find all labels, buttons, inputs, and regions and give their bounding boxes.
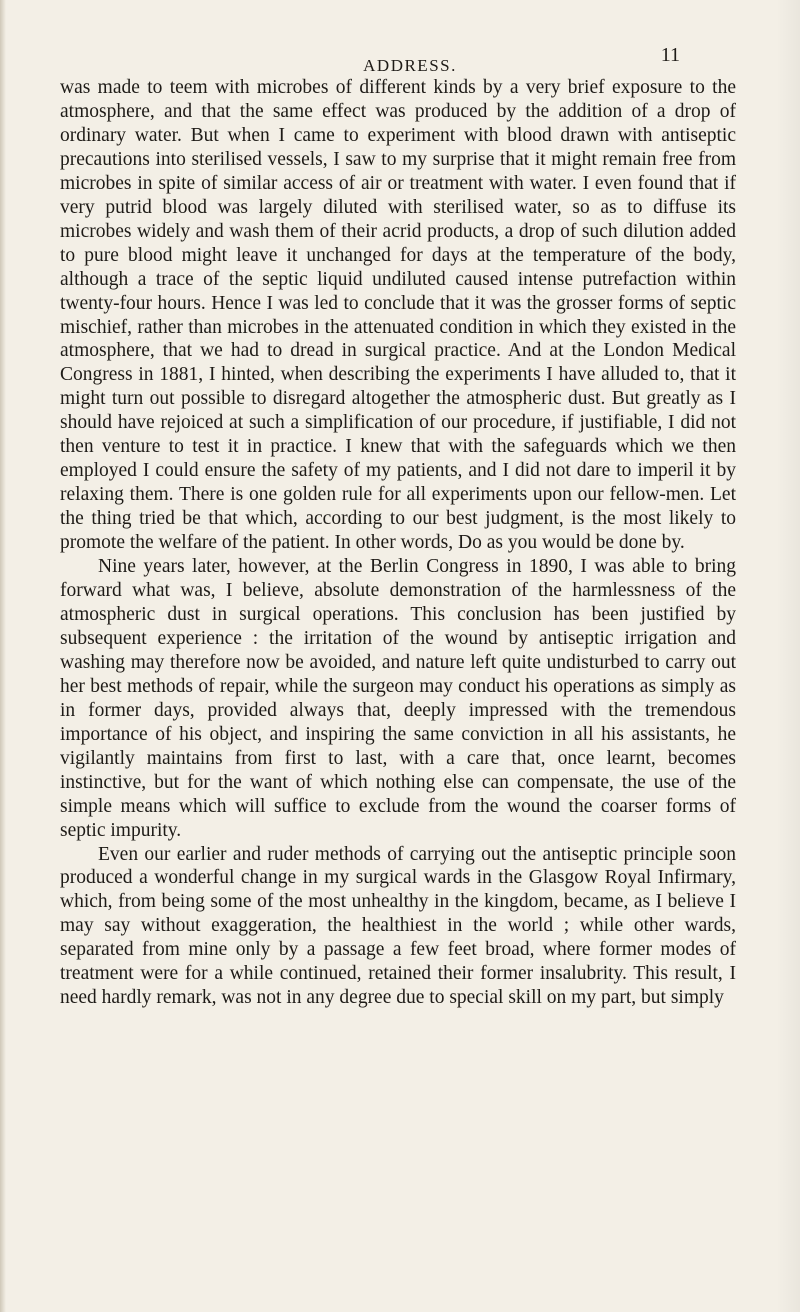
paragraph-3: Even our earlier and ruder methods of carrying out the antiseptic principle soon produced a wonderful change in my surgical wards in the Glasgow Royal Infirmary, which, from being some of the most unhealthy in the kingdom, became, as I believe I may say without exaggeration, the healthiest in the world ; while other wards, separated from mine only by a passage a few feet broad, where former modes of treatment were for a while continued, retained their former insalubrity. This result, I need hardly remark, was not in any degree due to special skill on my part, but simply [60,843,736,1009]
paragraph-1: was made to teem with microbes of different kinds by a very brief exposure to the atmosphere, and that the same effect was produced by the addition of a drop of ordinary water. But when I came to experiment with blood drawn with antiseptic precautions into sterilised vessels, I saw to my surprise that it might remain free from microbes in spite of similar access of air or treatment with water. I even found that if very putrid blood was largely diluted with sterilised water, so as to diffuse its microbes widely and wash them of their acrid products, a drop of such dilution added to pure blood might leave it unchanged for days at the temperature of the body, although a trace of the septic liquid undiluted caused intense putrefaction within twenty-four hours. Hence I was led to conclude that it was the grosser forms of septic mischief, rather than microbes in the attenuated condition in which they existed in the atmosphere, that we had to dread in surgical practice. And at the London Medical Congress in 1881, I hinted, when describing the experiments I have alluded to, that it might turn out possible to disregard altogether the atmospheric dust. But greatly as I should have rejoiced at such a simplification of our procedure, if justifiable, I did not then venture to test it in practice. I knew that with the safeguards which we then employed I could ensure the safety of my patients, and I did not dare to imperil it by relaxing them. There is one golden rule for all experiments upon our fellow-men. Let the thing tried be that which, according to our best judgment, is the most likely to promote the welfare of the patient. In other words, Do as you would be done by. [60,77,736,554]
page-gutter-edge [0,0,6,1312]
page-number: 11 [660,44,680,66]
page-edge-shadow [776,0,800,1312]
body-text [60,76,736,1010]
paragraph-2: Nine years later, however, at the Berlin Congress in 1890, I was able to bring forward what was, I believe, absolute demonstration of the harmlessness of the atmospheric dust in surgical operations. This conclusion has been justified by subsequent experience : the irritation of the wound by antiseptic irrigation and washing may therefore now be avoided, and nature left quite undisturbed to carry out her best methods of repair, while the surgeon may conduct his operations as simply as in former days, provided always that, deeply impressed with the tremendous importance of his object, and inspiring the same conviction in all his assistants, he vigilantly maintains from first to last, with a care that, once learnt, becomes instinctive, but for the want of which nothing else can compensate, the use of the simple means which will suffice to exclude from the wound the coarser forms of septic impurity. [60,556,736,841]
running-head: ADDRESS. [363,56,457,75]
